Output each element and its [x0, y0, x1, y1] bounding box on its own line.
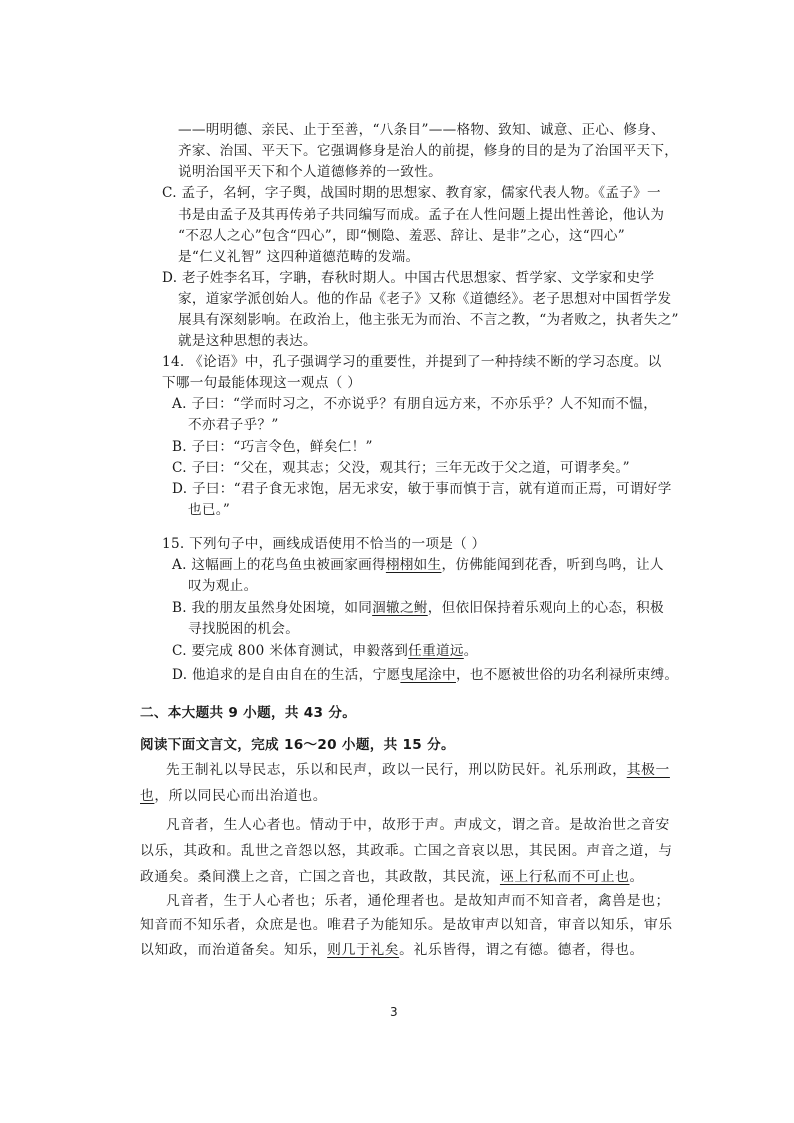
- q15-option-c: [172, 641, 478, 661]
- option-b-continuation-line-2: 齐家、治国、平天下。它强调修身是治人的前提，修身的目的是为了治国平天下，: [178, 143, 679, 159]
- passage-p1-underline-2: 也: [140, 788, 155, 804]
- q15-b-idiom: 涸辙之鲋: [372, 600, 428, 616]
- option-b-continuation-line-3: 说明治国平天下和个人道德修养的一致性。: [178, 164, 442, 180]
- option-d-line-3: 展具有深刻影响。在政治上，他主张无为而治、不言之教，“为者败之，执者失之”: [178, 312, 679, 328]
- passage-p2-text-end: 。: [629, 869, 644, 885]
- q15-a-idiom: 栩栩如生: [385, 557, 442, 573]
- passage-p3-line-3: [140, 940, 644, 960]
- option-d-line-4: 就是这种思想的表达。: [178, 333, 317, 349]
- option-c-line-1: C. 孟子，名轲，字子舆，战国时期的思想家、教育家，儒家代表人物。《孟子》一: [162, 185, 661, 201]
- q15-option-d: [172, 665, 678, 685]
- passage-p1-text: 先王制礼以导民志，乐以和民声，政以一民行，刑以防民奸。礼乐刑政，: [166, 762, 627, 778]
- option-c-line-4: 是“仁义礼智” 这四种道德范畴的发端。: [178, 249, 420, 265]
- passage-p2-line-3: [140, 867, 644, 887]
- passage-p2-underline: 诬上行私而不可止也: [499, 869, 630, 885]
- q15-option-b-line-2: 寻找脱困的机会。: [188, 621, 300, 637]
- passage-p1-text-end: ，所以同民心而出治道也。: [154, 788, 328, 804]
- q15-a-text-end: ，仿佛能闻到花香，听到鸟鸣，让人: [441, 557, 664, 573]
- option-c-line-3: “不忍人之心”包含“四心”，即“恻隐、羞恶、辞让、是非”之心，这“四心”: [178, 228, 626, 244]
- q14-option-a-line-2: 不亦君子乎？”: [188, 417, 279, 433]
- passage-p1-line-1: [166, 760, 670, 780]
- passage-p2-text: 政通矣。桑间濮上之音，亡国之音也，其政散，其民流，: [140, 869, 500, 885]
- passage-p1-underline-1: 其极一: [626, 762, 670, 778]
- passage-p3-line-2: 知音而不知乐者，众庶是也。唯君子为能知乐。是故审声以知音，审音以知乐，审乐: [140, 917, 673, 933]
- q14-option-d-line-2: 也已。”: [188, 502, 231, 518]
- page-number: 3: [390, 1005, 398, 1019]
- q15-d-text: D. 他追求的是自由自在的生活，宁愿: [172, 667, 401, 683]
- q15-stem: 15. 下列句子中，画线成语使用不恰当的一项是（ ）: [162, 536, 486, 552]
- option-b-continuation-line-1: ——明明德、亲民、止于至善，“八条目”——格物、致知、诚意、正心、修身、: [178, 122, 665, 138]
- q14-stem-line-1: 14. 《论语》中，孔子强调学习的重要性，并提到了一种持续不断的学习态度。以: [162, 354, 662, 370]
- option-d-line-2: 家，道家学派创始人。他的作品《老子》又称《道德经》。老子思想对中国哲学发: [178, 291, 672, 307]
- passage-p3-text: 以知政，而治道备矣。知乐，: [140, 942, 328, 958]
- q15-c-idiom: 任重道远: [408, 643, 464, 659]
- passage-p2-line-1: 凡音者，生人心者也。情动于中，故形于声。声成文，谓之音。是故治世之音安: [166, 817, 670, 833]
- q15-b-text: B. 我的朋友虽然身处困境，如同: [172, 600, 373, 616]
- q15-d-text-end: ，也不愿被世俗的功名利禄所束缚。: [455, 667, 679, 683]
- passage-p1-line-2: [140, 786, 327, 806]
- passage-p3-underline: 则几于礼矣: [327, 942, 400, 958]
- q14-option-c: C. 子曰：“父在，观其志；父没，观其行；三年无改于父之道，可谓孝矣。”: [172, 460, 630, 476]
- q14-option-d-line-1: D. 子曰：“君子食无求饱，居无求安，敏于事而慎于言，就有道而正焉，可谓好学: [172, 481, 672, 497]
- q15-b-text-end: ，但依旧保持着乐观向上的心态，积极: [427, 600, 664, 616]
- q15-option-a-line-2: 叹为观止。: [188, 578, 258, 594]
- section-2-heading: 二、本大题共 9 小题，共 43 分。: [140, 705, 357, 721]
- q15-a-text: A. 这幅画上的花鸟鱼虫被画家画得: [172, 557, 386, 573]
- option-c-line-2: 书是由孟子及其再传弟子共同编写而成。孟子在人性问题上提出性善论，他认为: [178, 207, 665, 223]
- q15-c-text: C. 要完成 800 米体育测试，申毅落到: [172, 643, 409, 659]
- passage-p2-line-2: 以乐，其政和。乱世之音怨以怒，其政乖。亡国之音哀以思，其民困。声音之道，与: [140, 843, 673, 859]
- q14-option-b: B. 子曰：“巧言令色，鲜矣仁！”: [172, 439, 373, 455]
- q15-c-text-end: 。: [463, 643, 478, 659]
- q14-option-a-line-1: A. 子曰：“学而时习之，不亦说乎？有朋自远方来，不亦乐乎？人不知而不愠，: [172, 396, 658, 412]
- q15-option-b-line-1: [172, 598, 664, 618]
- passage-p3-text-end: 。礼乐皆得，谓之有德。德者，得也。: [399, 942, 644, 958]
- option-d-line-1: D. 老子姓李名耳，字聃，春秋时期人。中国古代思想家、哲学家、文学家和史学: [162, 270, 655, 286]
- reading-instruction: 阅读下面文言文，完成 16～20 小题，共 15 分。: [140, 737, 455, 753]
- passage-p3-line-1: 凡音者，生于人心者也；乐者，通伦理者也。是故知声而不知音者，禽兽是也；: [166, 893, 670, 909]
- q15-option-a-line-1: [172, 555, 664, 575]
- q14-stem-line-2: 下哪一句最能体现这一观点（ ）: [162, 375, 362, 391]
- q15-d-idiom: 曳尾涂中: [400, 667, 456, 683]
